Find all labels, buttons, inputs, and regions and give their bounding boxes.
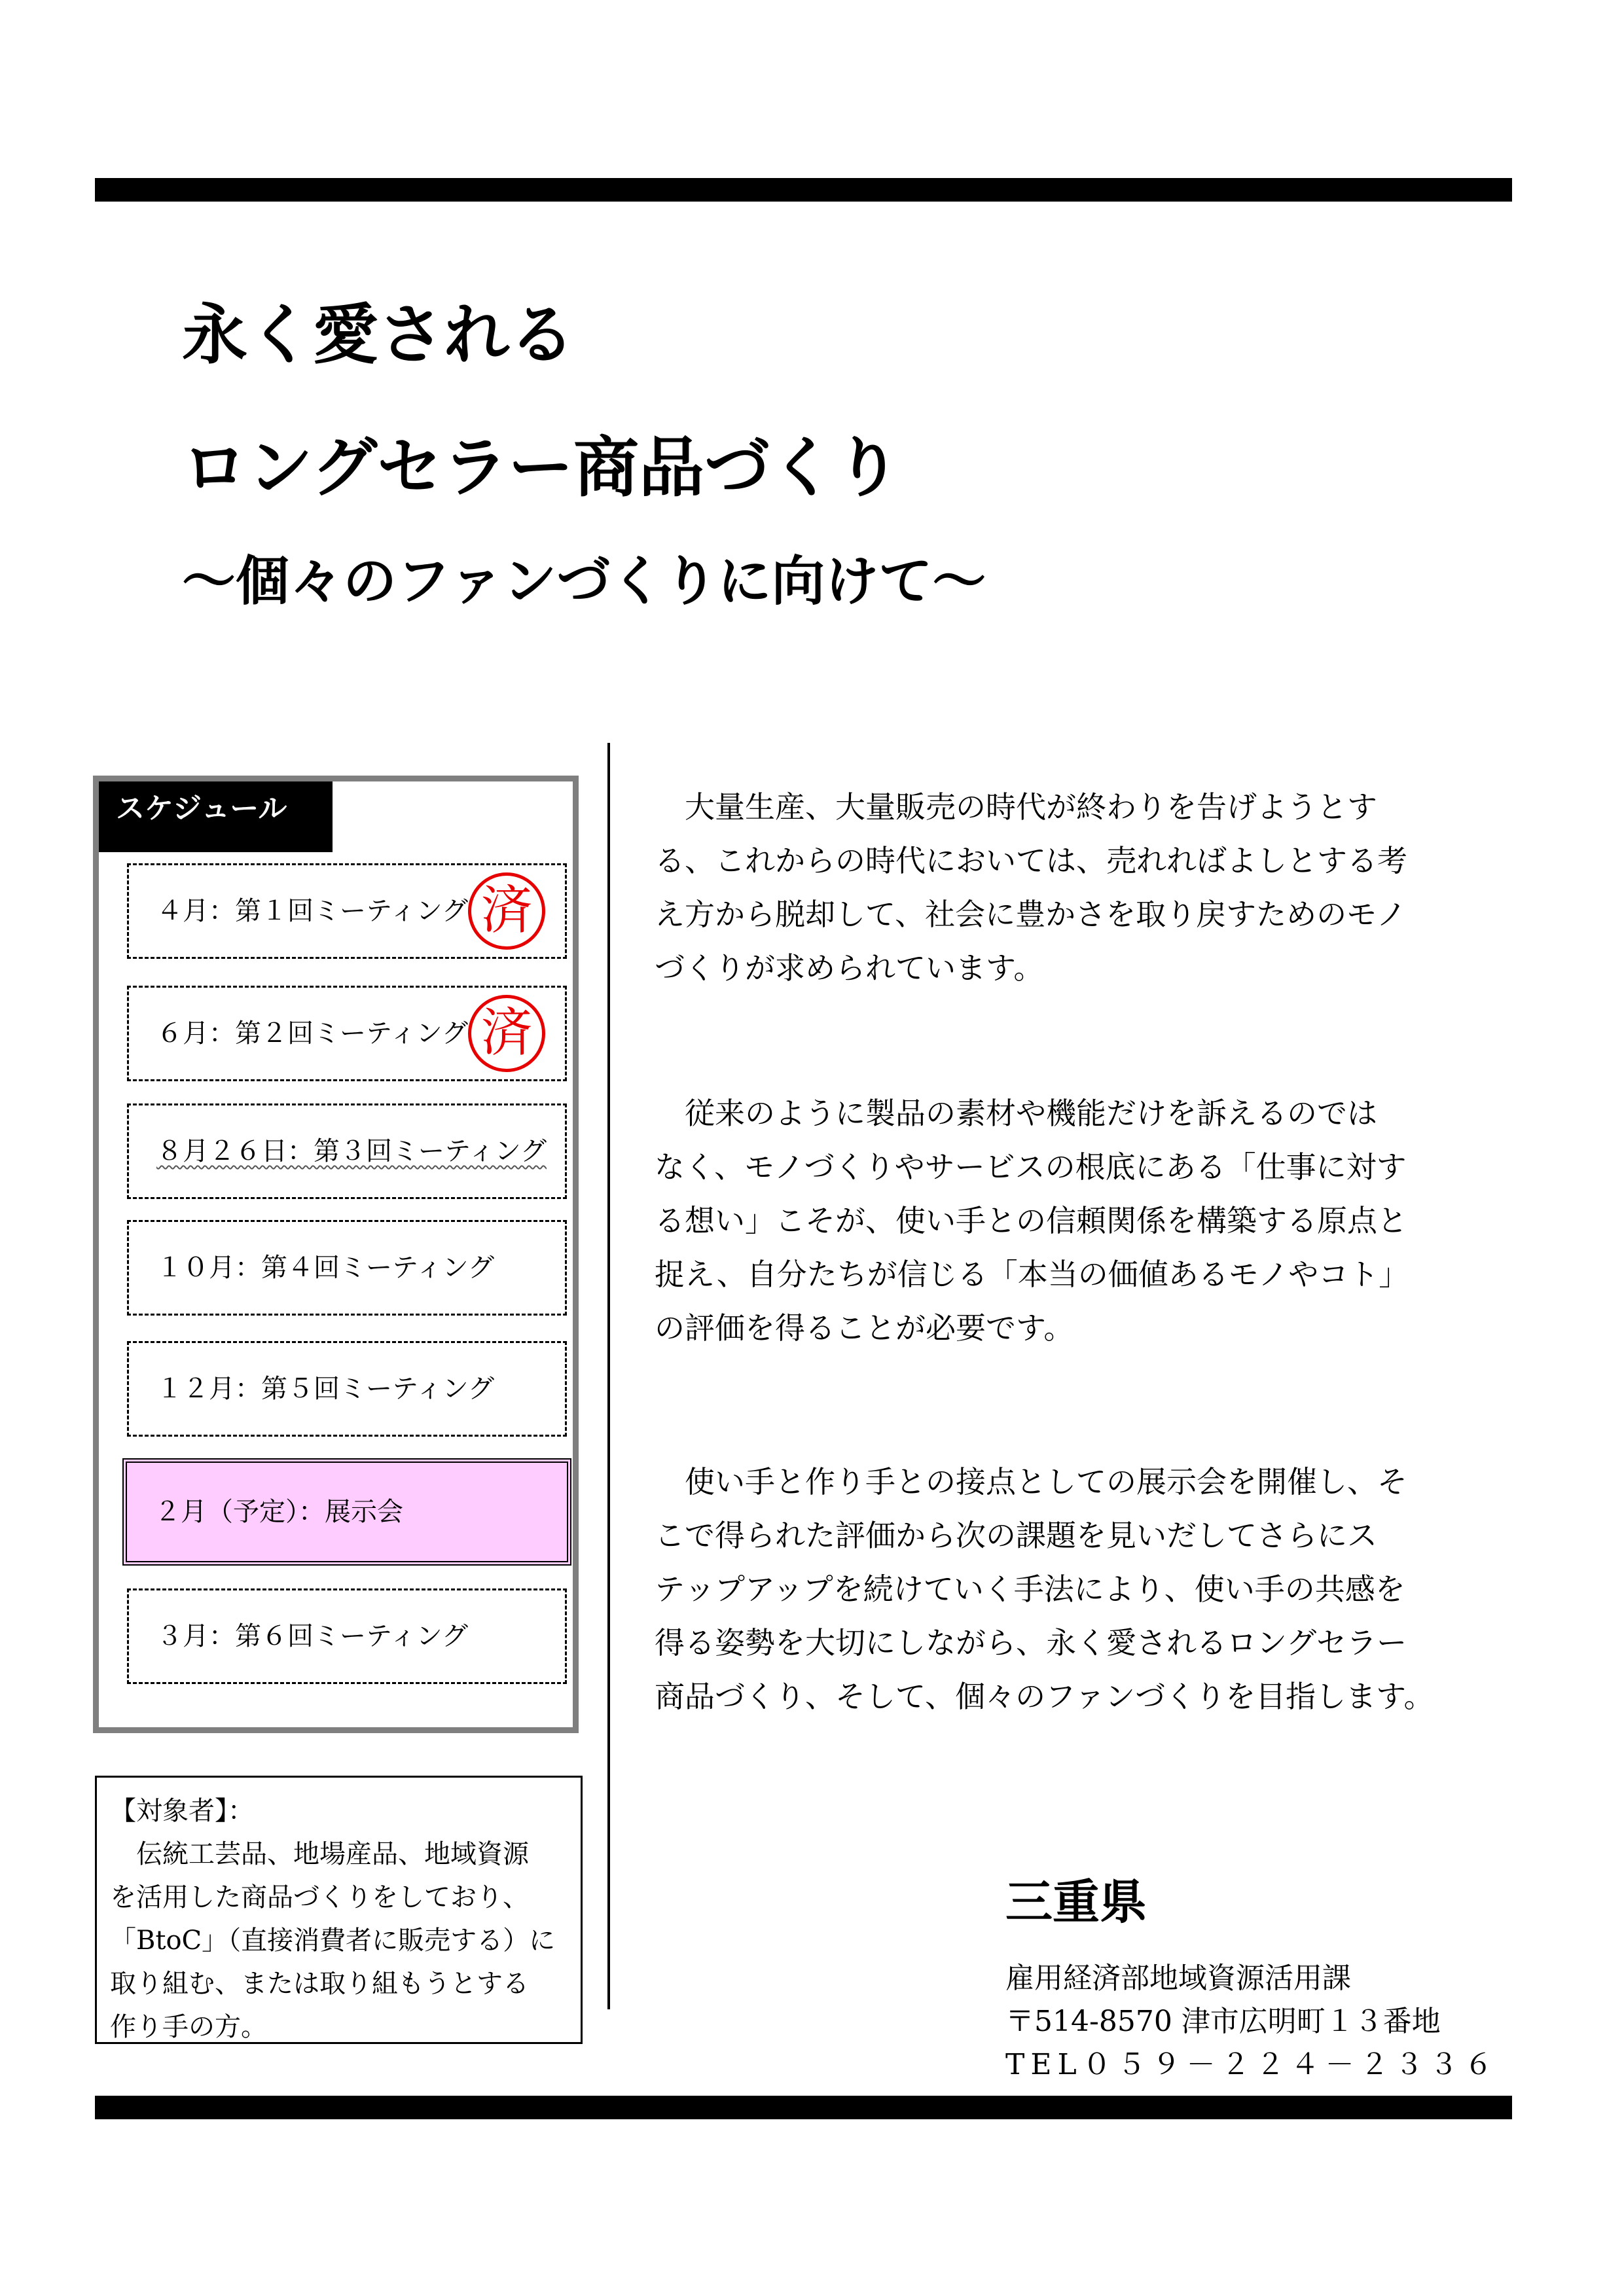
body-paragraph-3 xyxy=(655,1455,1466,1723)
body-paragraph-1 xyxy=(655,780,1466,995)
body-line: る想い」こそが、使い手との信頼関係を構築する原点と xyxy=(655,1203,1407,1238)
schedule-item-7 xyxy=(127,1588,567,1684)
body-paragraph-2 xyxy=(655,1086,1466,1355)
body-line: の評価を得ることが必要です。 xyxy=(655,1310,1074,1346)
body-line: る、これからの時代においては、売れればよしとする考 xyxy=(655,843,1407,878)
schedule-item-label: ３月：第６回ミーティング xyxy=(156,1621,468,1651)
body-line: テップアップを続けていく手法により、使い手の共感を xyxy=(655,1571,1405,1607)
body-line: こで得られた評価から次の課題を見いだしてさらにス xyxy=(655,1518,1377,1553)
target-heading: 【対象者】： xyxy=(110,1796,254,1826)
schedule-item-5 xyxy=(127,1341,567,1437)
body-line: 使い手と作り手との接点としての展示会を開催し、そ xyxy=(685,1464,1407,1499)
schedule-item-label: ２月（予定）：展示会 xyxy=(154,1497,403,1527)
organization-phone: TEL０５９－２２４－２３３６ xyxy=(1005,2048,1499,2081)
target-line: 作り手の方。 xyxy=(110,2012,267,2042)
schedule-item-label: ４月：第１回ミーティング xyxy=(156,896,468,926)
schedule-heading: スケジュール xyxy=(99,781,333,852)
body-line: え方から脱却して、社会に豊かさを取り戻すためのモノ xyxy=(655,897,1407,932)
schedule-item-label: １２月：第５回ミーティング xyxy=(156,1374,494,1404)
body-line: 従来のように製品の素材や機能だけを訴えるのでは xyxy=(685,1096,1377,1131)
completed-stamp-icon: 済 xyxy=(468,995,545,1072)
schedule-item-label: １０月：第４回ミーティング xyxy=(156,1253,494,1283)
body-line: 商品づくり、そして、個々のファンづくりを目指します。 xyxy=(655,1679,1434,1714)
body-line: 大量生産、大量販売の時代が終わりを告げようとす xyxy=(685,789,1377,825)
target-line: 伝統工芸品、地場産品、地域資源 xyxy=(136,1839,529,1869)
page-subtitle: ～個々のファンづくりに向けて～ xyxy=(182,550,986,613)
page-title-line-2: ロングセラー商品づくり xyxy=(182,429,901,506)
bottom-rule xyxy=(95,2096,1512,2119)
schedule-item-label: ８月２６日：第３回ミーティング xyxy=(156,1136,547,1166)
schedule-item-4 xyxy=(127,1220,567,1316)
schedule-item-2 xyxy=(127,986,567,1081)
body-line: なく、モノづくりやサービスの根底にある「仕事に対す xyxy=(655,1149,1407,1185)
target-line: を活用した商品づくりをしており、 xyxy=(110,1882,529,1912)
schedule-item-exhibition xyxy=(122,1458,571,1566)
schedule-item-label: ６月：第２回ミーティング xyxy=(156,1018,468,1049)
column-divider xyxy=(607,743,610,2009)
organization-address: 〒514-8570 津市広明町１３番地 xyxy=(1005,2005,1441,2038)
organization-department: 雇用経済部地域資源活用課 xyxy=(1005,1962,1351,1995)
schedule-item-1 xyxy=(127,863,567,959)
body-line: 捉え、自分たちが信じる「本当の価値あるモノやコト」 xyxy=(655,1257,1409,1292)
organization-name: 三重県 xyxy=(1005,1874,1147,1929)
body-line: 得る姿勢を大切にしながら、永く愛されるロングセラー xyxy=(655,1625,1407,1660)
page-title-line-1: 永く愛される xyxy=(182,296,575,373)
schedule-panel xyxy=(93,776,579,1733)
target-audience-box xyxy=(95,1776,583,2044)
organization-contact xyxy=(1005,1957,1499,2087)
schedule-item-3 xyxy=(127,1103,567,1199)
body-line: づくりが求められています。 xyxy=(655,950,1044,986)
target-line: 「BtoC」（直接消費者に販売する）に xyxy=(110,1926,556,1956)
completed-stamp-icon: 済 xyxy=(468,872,545,950)
target-line: 取り組む、または取り組もうとする xyxy=(110,1969,529,1999)
top-rule xyxy=(95,178,1512,202)
